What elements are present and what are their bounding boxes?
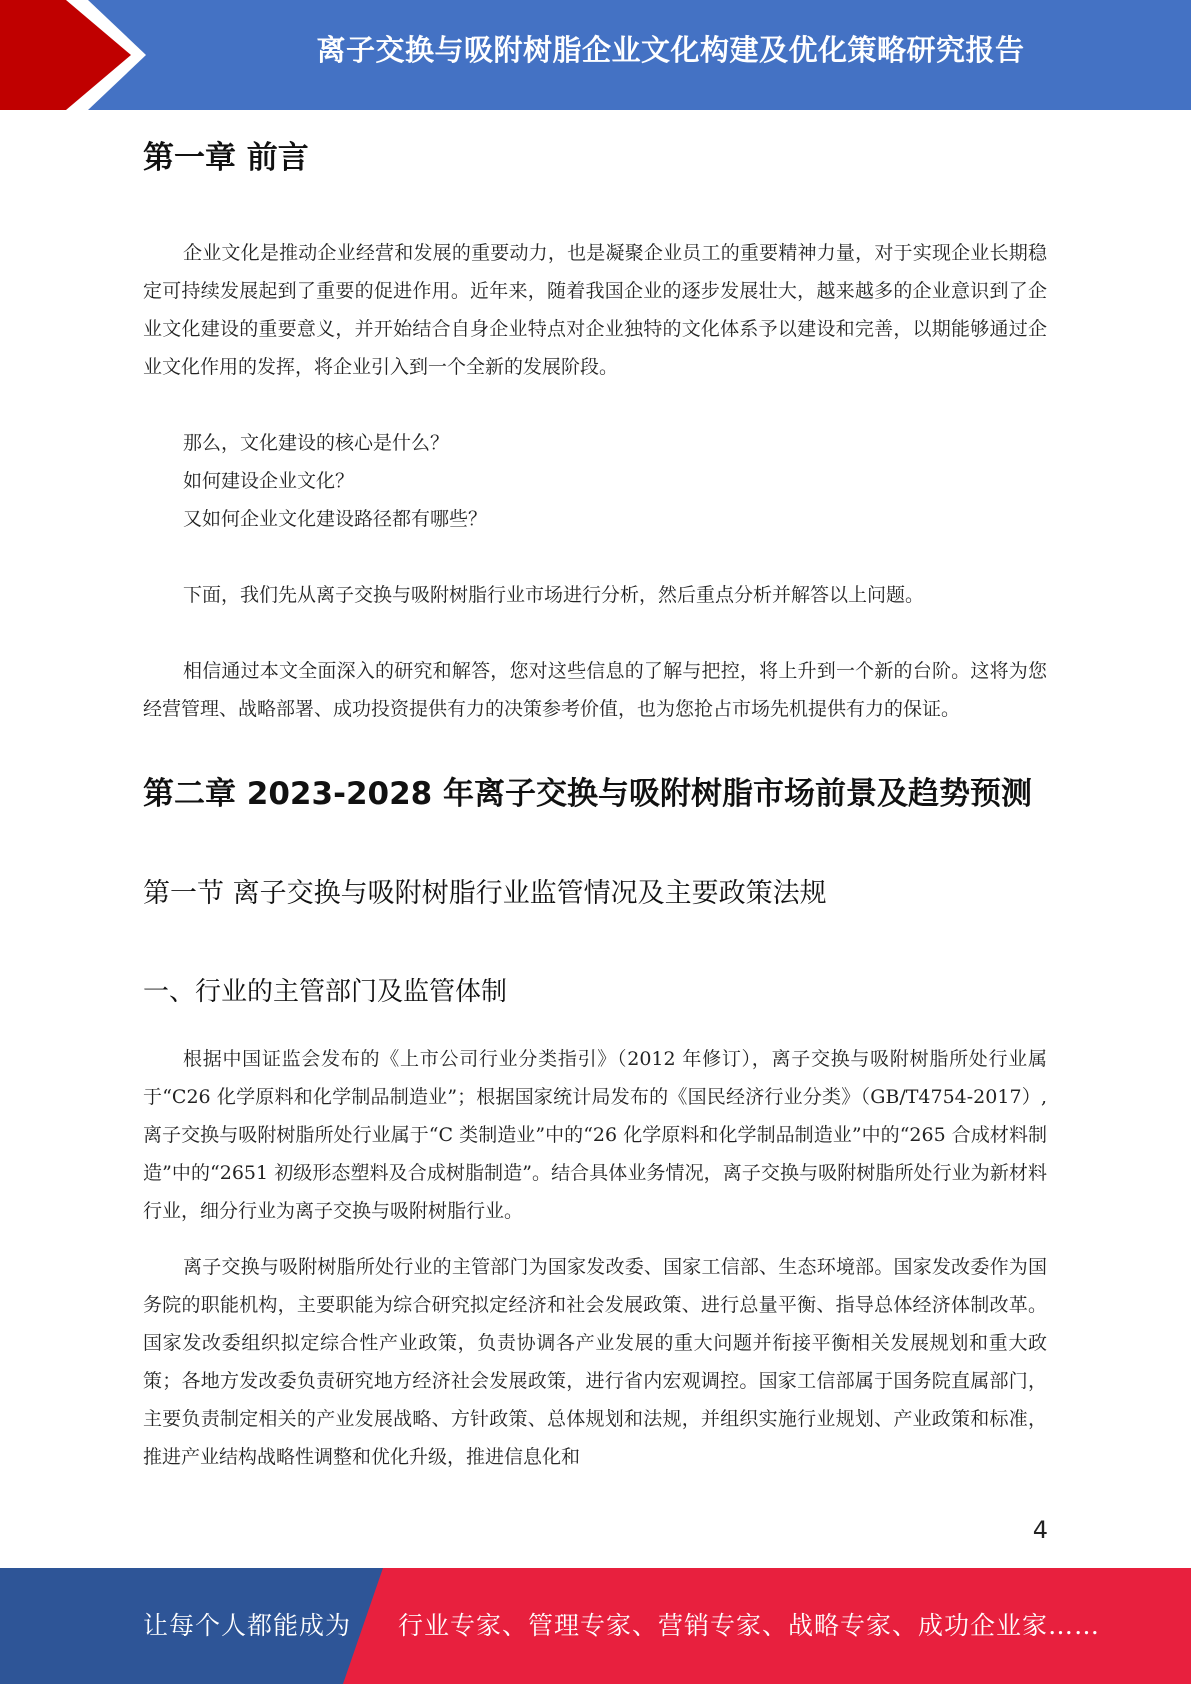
header-banner — [0, 0, 1191, 110]
chapter-1-paragraph-1: 企业文化是推动企业经营和发展的重要动力，也是凝聚企业员工的重要精神力量，对于实现企业长期稳定可持续发展起到了重要的促进作用。近年来，随着我国企业的逐步发展壮大，越来越多的企业意识到了企业文化建设的重要意义，并开始结合自身企业特点对企业独特的文化体系予以建设和完善，以期能够通过企业文化作用的发挥，将企业引入到一个全新的发展阶段。 — [143, 242, 1047, 378]
subsection-1-paragraph-1: 根据中国证监会发布的《上市公司行业分类指引》（2012 年修订），离子交换与吸附树脂所处行业属于“C26 化学原料和化学制品制造业”；根据国家统计局发布的《国民经济行业分类》（GB/T4754-2017）,离子交换与吸附树脂所处行业属于“C 类制造业”中的“26 化学原料和化学制品制造业”中的“265 合成材料制造”中的“2651 初级形态塑料及合成树脂制造”。结合具体业务情况，离子交换与吸附树脂所处行业为新材料行业，细分行业为离子交换与吸附树脂行业。 — [143, 1048, 1047, 1222]
footer-banner — [0, 1568, 1191, 1684]
question-item: 如何建设企业文化？ — [183, 470, 355, 492]
question-item: 又如何企业文化建设路径都有哪些？ — [183, 508, 488, 530]
footer-slogan-right: 行业专家、管理专家、营销专家、战略专家、成功企业家…… — [398, 1611, 1101, 1640]
chapter-1-paragraph-3: 相信通过本文全面深入的研究和解答，您对这些信息的了解与把控，将上升到一个新的台阶。这将为您经营管理、战略部署、成功投资提供有力的决策参考价值，也为您抢占市场先机提供有力的保证。 — [143, 660, 1047, 720]
report-title: 离子交换与吸附树脂企业文化构建及优化策略研究报告 — [316, 33, 1025, 67]
chapter-1-title: 第一章 前言 — [143, 140, 309, 176]
question-item: 那么，文化建设的核心是什么？ — [183, 432, 450, 454]
subsection-1-paragraph-2: 离子交换与吸附树脂所处行业的主管部门为国家发改委、国家工信部、生态环境部。国家发改委作为国务院的职能机构，主要职能为综合研究拟定经济和社会发展政策、进行总量平衡、指导总体经济体制改革。国家发改委组织拟定综合性产业政策，负责协调各产业发展的重大问题并衔接平衡相关发展规划和重大政策；各地方发改委负责研究地方经济社会发展政策，进行省内宏观调控。国家工信部属于国务院直属部门，主要负责制定相关的产业发展战略、方针政策、总体规划和法规，并组织实施行业规划、产业政策和标准，推进产业结构战略性调整和优化升级，推进信息化和 — [143, 1256, 1047, 1468]
page-number: 4 — [1032, 1516, 1048, 1544]
section-1-title: 第一节 离子交换与吸附树脂行业监管情况及主要政策法规 — [143, 878, 827, 909]
footer-slogan-left: 让每个人都能成为 — [143, 1611, 352, 1640]
chapter-1-paragraph-2: 下面，我们先从离子交换与吸附树脂行业市场进行分析，然后重点分析并解答以上问题。 — [183, 584, 925, 606]
chapter-2-title: 第二章 2023-2028 年离子交换与吸附树脂市场前景及趋势预测 — [143, 776, 1033, 812]
question-list — [143, 424, 1047, 538]
main-content — [143, 136, 1047, 1476]
subsection-1-title: 一、行业的主管部门及监管体制 — [143, 977, 508, 1007]
header-arrow-decoration — [0, 0, 160, 110]
